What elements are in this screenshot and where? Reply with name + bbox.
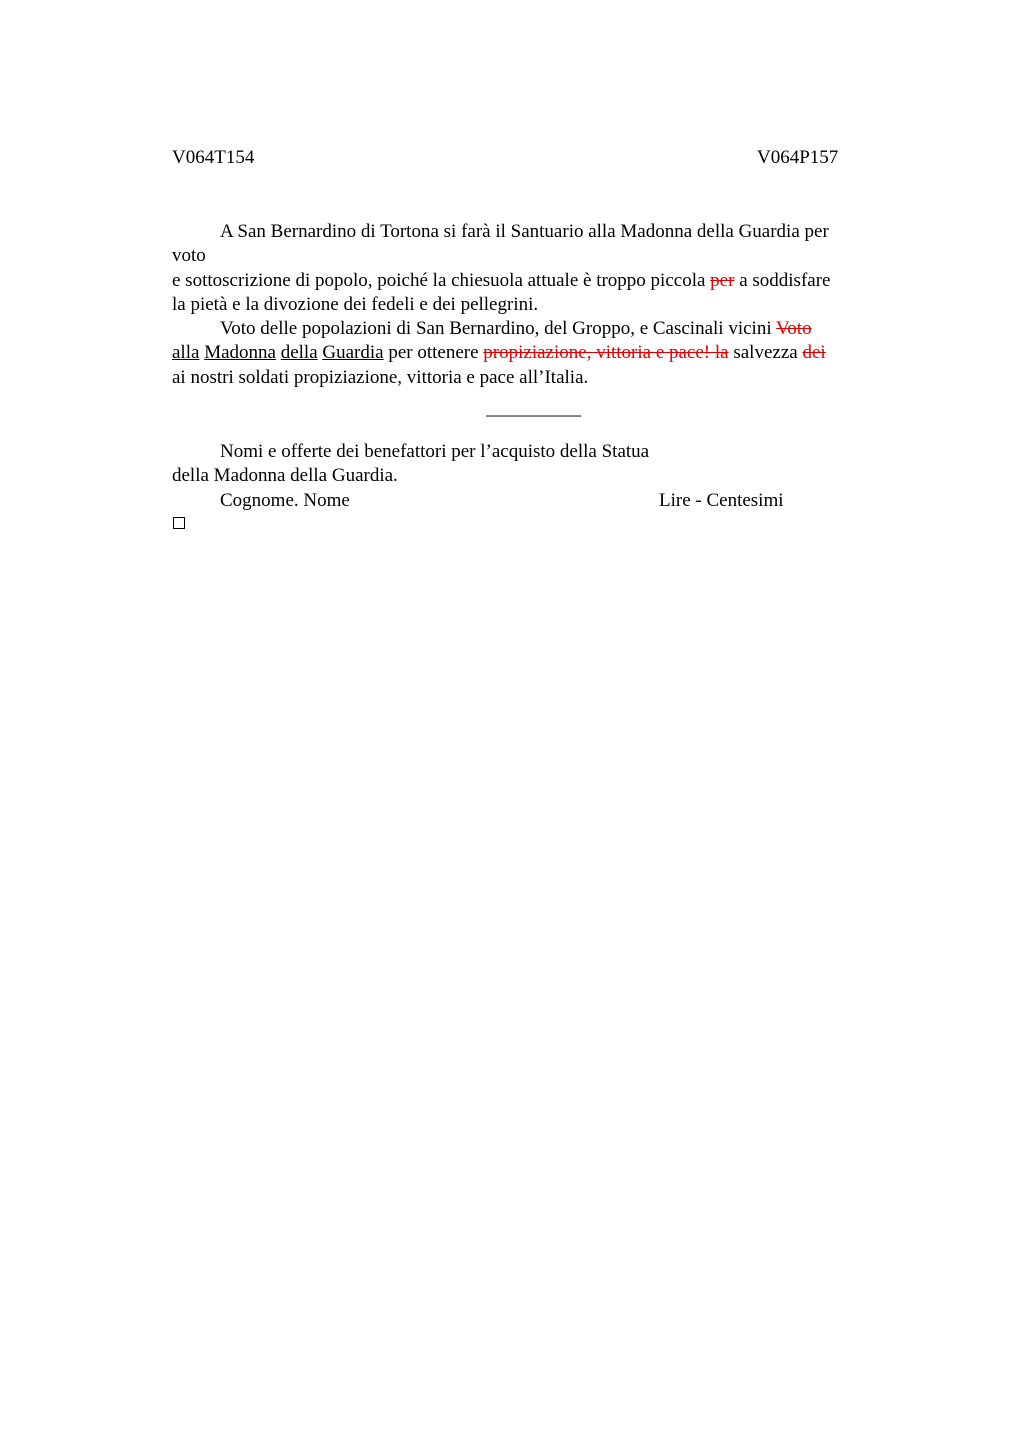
- separator-line: __________: [486, 398, 581, 419]
- paragraph1-line2: voto: [172, 245, 206, 267]
- header-left-code: V064T154: [172, 147, 255, 168]
- main-text: [172, 220, 888, 390]
- paragraph2-line1-text: Voto delle popolazioni di San Bernardino, del Groppo, e Cascinali vicini: [220, 318, 777, 340]
- deleted-word: per: [710, 269, 735, 291]
- paragraph1-line3-text-b: a soddisfare: [734, 269, 831, 291]
- paragraph2-line2-text-a: per ottenere: [383, 342, 484, 364]
- deleted-word: dei: [802, 342, 826, 364]
- header-right-code: V064P157: [757, 147, 839, 168]
- deleted-word: Voto: [776, 318, 812, 340]
- benefactors-section: [172, 440, 888, 513]
- underlined-word: alla: [172, 342, 200, 364]
- paragraph1-line3: [172, 269, 888, 293]
- paragraph1-line4: la pietà e la divozione dei fedeli e dei pellegrini.: [172, 293, 539, 315]
- paragraph2-line2: [172, 341, 888, 365]
- underlined-word: della: [280, 342, 318, 364]
- underlined-word: Guardia: [322, 342, 384, 364]
- empty-box-icon: [173, 517, 185, 529]
- deleted-phrase: propiziazione, vittoria e pace! la: [483, 342, 729, 364]
- column-header-name: Cognome. Nome: [220, 489, 350, 511]
- paragraph2-line1: [172, 317, 888, 341]
- paragraph2-line3: ai nostri soldati propiziazione, vittoria e pace all’Italia.: [172, 366, 589, 388]
- paragraph1-line3-text-a: e sottoscrizione di popolo, poiché la chiesuola attuale è troppo piccola: [172, 269, 711, 291]
- paragraph2-line2-text-b: salvezza: [728, 342, 803, 364]
- paragraph1-line1: A San Bernardino di Tortona si farà il Santuario alla Madonna della Guardia per: [220, 221, 829, 242]
- column-header-amount: Lire - Centesimi: [659, 489, 784, 511]
- underlined-word: Madonna: [204, 342, 276, 364]
- benefactors-line2: della Madonna della Guardia.: [172, 465, 398, 487]
- benefactors-line1: Nomi e offerte dei benefattori per l’acquisto della Statua: [220, 441, 650, 462]
- benefactors-column-headers: [172, 489, 888, 513]
